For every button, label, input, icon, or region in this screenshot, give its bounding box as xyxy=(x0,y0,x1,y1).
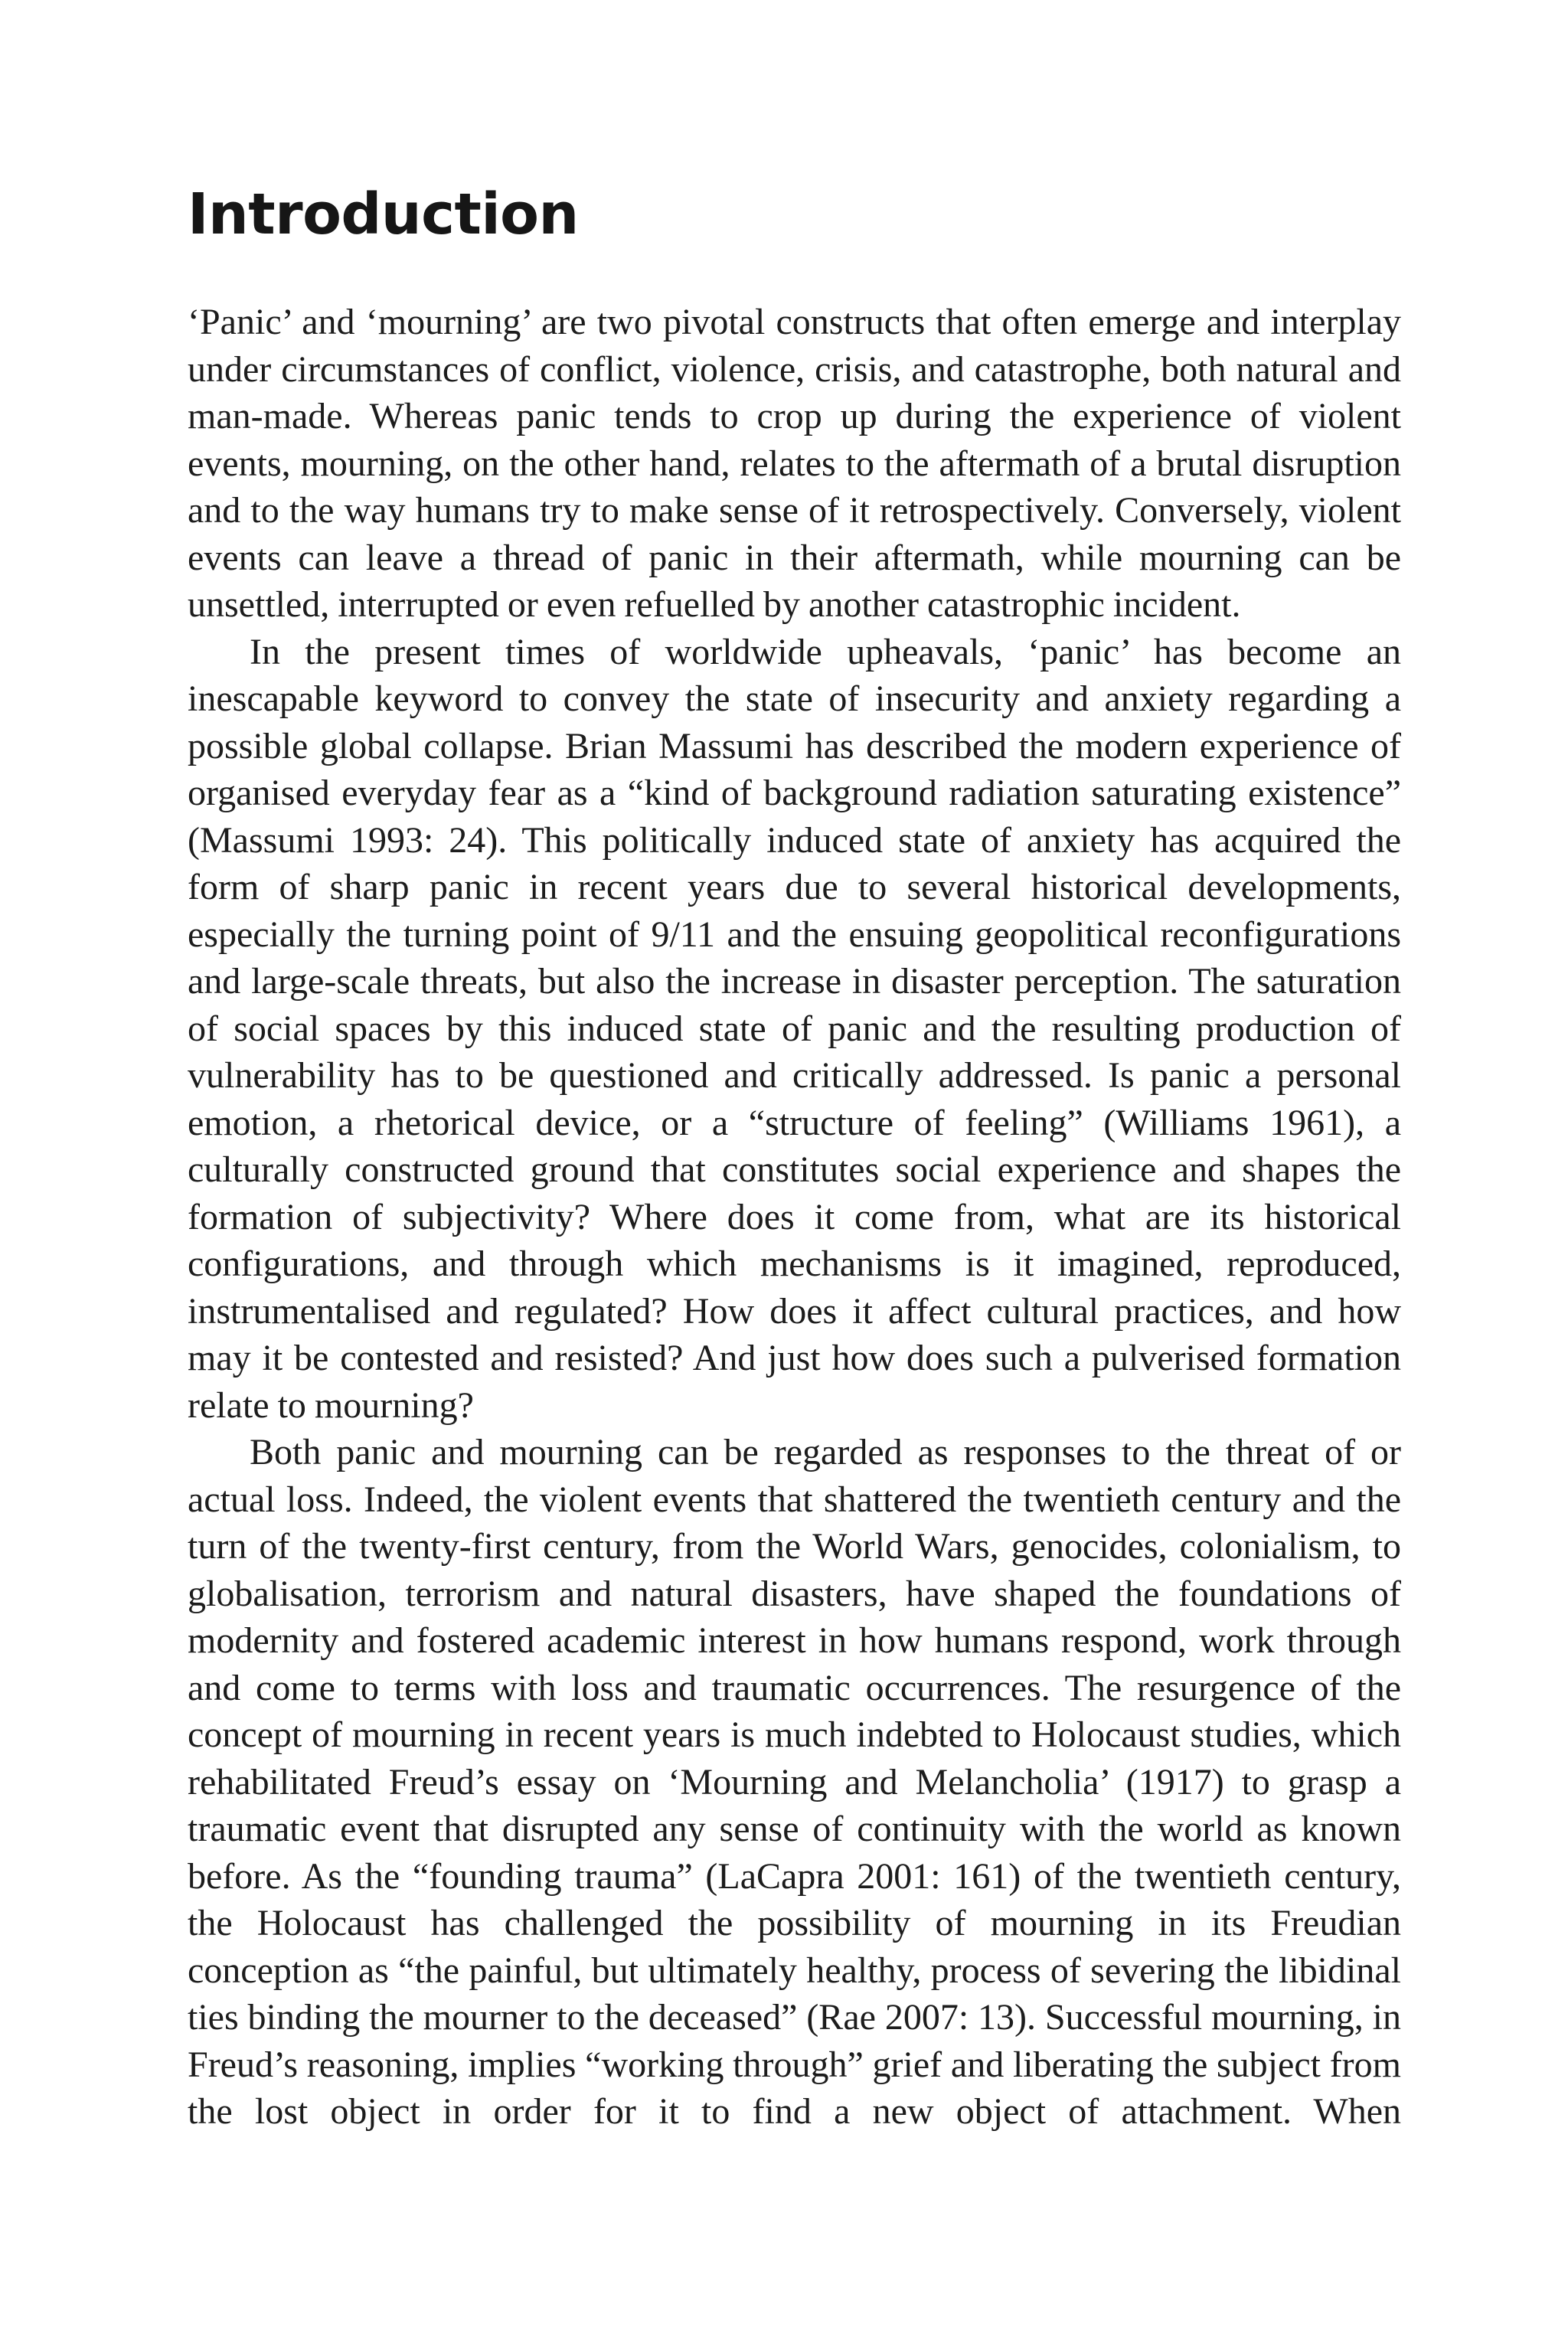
body-text xyxy=(188,299,1401,2136)
paragraph-3: Both panic and mourning can be regarded as responses to the threat of or actual loss. Indeed, the violent events that shattered the twentieth century and the turn of the twenty-first century, from the World Wars, genocides, colonialism, to globalisation, terrorism and natural disasters, have shaped the foundations of modernity and fostered academic interest in how humans respond, work through and come to terms with loss and traumatic occurrences. The resurgence of the concept of mourning in recent years is much indebted to Holocaust studies, which rehabilitated Freud’s essay on ‘Mourning and Melancholia’ (1917) to grasp a traumatic event that disrupted any sense of continuity with the world as known before. As the “founding trauma” (LaCapra 2001: 161) of the twentieth century, the Holocaust has challenged the possibility of mourning in its Freudian conception as “the painful, but ultimately healthy, process of severing the libidinal ties binding the mourner to the deceased” (Rae 2007: 13). Successful mourning, in Freud’s reasoning, implies “working through” grief and liberating the subject from the lost object in order for it to find a new object of attachment. When xyxy=(188,1432,1401,2132)
paragraph-2: In the present times of worldwide upheavals, ‘panic’ has become an inescapable keyword to convey the state of insecurity and anxiety regarding a possible global collapse. Brian Massumi has described the modern experience of organised everyday fear as a “kind of background radiation saturating existence” (Massumi 1993: 24). This politically induced state of anxiety has acquired the form of sharp panic in recent years due to several historical developments, especially the turning point of 9/11 and the ensuing geopolitical reconfigurations and large-scale threats, but also the increase in disaster perception. The saturation of social spaces by this induced state of panic and the resulting production of vulnerability has to be questioned and critically addressed. Is panic a personal emotion, a rhetorical device, or a “structure of feeling” (Williams 1961), a culturally constructed ground that constitutes social experience and shapes the formation of subjectivity? Where does it come from, what are its historical configurations, and through which mechanisms is it imagined, reproduced, instrumentalised and regulated? How does it affect cultural practices, and how may it be contested and resisted? And just how does such a pulverised formation relate to mourning? xyxy=(188,631,1401,1426)
page xyxy=(188,176,1401,2136)
chapter-title: Introduction xyxy=(188,181,579,247)
paragraph-1: ‘Panic’ and ‘mourning’ are two pivotal constructs that often emerge and interplay under circumstances of conflict, violence, crisis, and catastrophe, both natural and man-made. Whereas panic tends to crop up during the experience of violent events, mourning, on the other hand, relates to the aftermath of a brutal disruption and to the way humans try to make sense of it retrospectively. Conversely, violent events can leave a thread of panic in their aftermath, while mourning can be unsettled, interrupted or even refuelled by another catastrophic incident. xyxy=(188,302,1401,625)
